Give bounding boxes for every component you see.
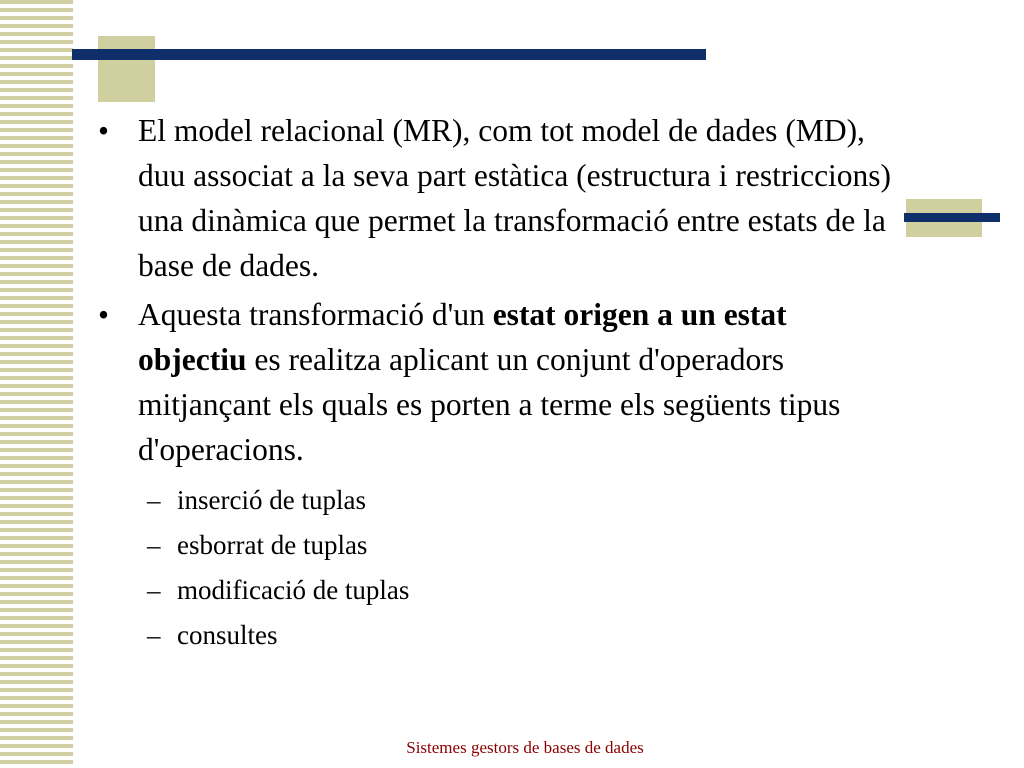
sub-item bbox=[147, 523, 903, 568]
sub-item-text: esborrat de tuplas bbox=[177, 530, 368, 560]
bullet-text: El model relacional (MR), com tot model de dades (MD), duu associat a la seva part estàtica (estructura i restriccions) una dinàmica que permet la transformació entre estats de la base de dades. bbox=[138, 113, 892, 283]
dash-icon: – bbox=[147, 620, 161, 650]
bullet-icon: • bbox=[98, 297, 110, 332]
dash-icon: – bbox=[147, 530, 161, 560]
bullet-text-before: Aquesta transformació d'un bbox=[138, 297, 493, 332]
slide-content bbox=[98, 108, 903, 658]
sub-item bbox=[147, 568, 903, 613]
sub-item-text: modificació de tuplas bbox=[177, 575, 410, 605]
bullet-text-after: es realitza aplicant un conjunt d'operadors mitjançant els quals es porten a terme els següents tipus d'operacions. bbox=[138, 342, 841, 467]
bullet-icon: • bbox=[98, 113, 110, 148]
slide-footer: Sistemes gestors de bases de dades bbox=[406, 738, 644, 757]
left-stripe-decoration bbox=[0, 0, 73, 768]
sub-item-text: inserció de tuplas bbox=[177, 485, 366, 515]
sub-item bbox=[147, 478, 903, 523]
right-accent-bar bbox=[904, 213, 1000, 222]
top-accent-bar bbox=[72, 49, 706, 60]
top-accent-square bbox=[98, 36, 155, 102]
sub-list bbox=[98, 478, 903, 658]
sub-item-text: consultes bbox=[177, 620, 278, 650]
bullet-item-1 bbox=[98, 108, 903, 288]
dash-icon: – bbox=[147, 485, 161, 515]
sub-item bbox=[147, 613, 903, 658]
bullet-item-2 bbox=[98, 292, 903, 472]
dash-icon: – bbox=[147, 575, 161, 605]
bullet-text-bold: estat origen a un estat objectiu bbox=[138, 297, 787, 377]
